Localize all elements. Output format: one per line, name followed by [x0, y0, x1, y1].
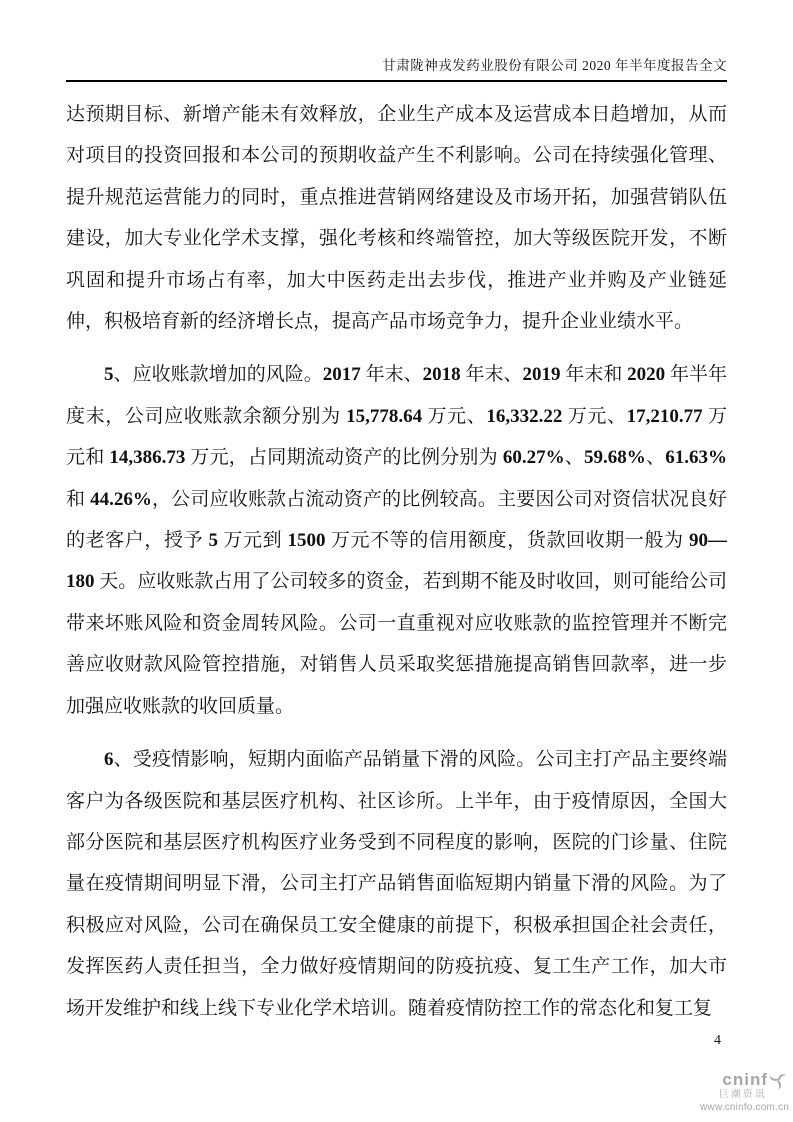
text-run: 、应收账款增加的风险。: [113, 364, 323, 386]
text-run-bold: 17,210.77: [626, 405, 708, 427]
text-run-bold: 2018: [422, 364, 466, 386]
text-run: 、: [645, 447, 666, 469]
text-run: 万元到: [223, 530, 288, 552]
text-run: 万元、: [427, 405, 487, 427]
text-run: 年末、: [365, 364, 423, 386]
text-run: 万元不等的信用额度，货款回收期一般为: [330, 530, 689, 552]
page-number: 4: [714, 1033, 721, 1048]
text-run: 天。应收账款占用了公司较多的资金，若到期不能及时收回，则可能给公司带来坏账风险和资金周转风险。公司一直重视对应收账款的监控管理并不断完善应收财款风险管控措施，对销售人员采取奖惩措施提高销售回款率，进一步加强应收账款的收回质量。: [66, 571, 727, 717]
text-run-bold: 5: [208, 530, 224, 552]
text-run-bold: 15,778.64: [346, 405, 428, 427]
cninfo-logo: [685, 1071, 789, 1114]
cninfo-url: www.cninfo.com.cn: [700, 1102, 789, 1113]
document-body: [66, 94, 727, 1029]
cninfo-swirl-icon: [769, 1071, 787, 1089]
text-run-bold: 61.63%: [665, 447, 727, 469]
text-run: 万元和: [66, 405, 727, 469]
cninfo-brand: cninf: [722, 1070, 768, 1089]
text-run: 年半年度末，公司应收账款余额分别为: [66, 364, 727, 427]
text-run-bold: 90—180: [66, 530, 727, 593]
cninfo-chinese-name: 巨潮资讯: [718, 1089, 767, 1100]
text-run-bold: 5: [104, 364, 114, 386]
text-run-bold: 2019: [522, 364, 566, 386]
paragraph: [66, 94, 727, 342]
paragraph: [66, 739, 727, 1029]
text-run: 、: [564, 447, 585, 469]
text-run: 达预期目标、新增产能未有效释放，企业生产成本及运营成本日趋增加，从而对项目的投资回报和本公司的预期收益产生不利影响。公司在持续强化管理、提升规范运营能力的同时，重点推进营销网络建设及市场开拓，加强营销队伍建设，加大专业化学术支撑，强化考核和终端管控，加大等级医院开发，不断巩固和提升市场占有率，加大中医药走出去步伐，推进产业并购及产业链延伸，积极培育新的经济增长点，提高产品市场竞争力，提升企业业绩水平。: [66, 104, 727, 333]
text-run: ，公司应收账款占流动资产的比例较高。主要因公司对资信状况良好的老客户，授予: [66, 488, 727, 552]
text-run: 和: [66, 488, 91, 510]
text-run: 年末和: [565, 364, 628, 386]
paragraph: [66, 354, 727, 727]
text-run-bold: 6: [104, 749, 114, 771]
text-run-bold: 1500: [287, 530, 331, 552]
text-run-bold: 16,332.22: [486, 405, 568, 427]
text-run-bold: 60.27%: [502, 447, 565, 469]
header-title: 甘肃陇神戎发药业股份有限公司 2020 年半年度报告全文: [382, 58, 727, 73]
page-header: [66, 0, 727, 82]
text-run: 万元，占同期流动资产的比例分别为: [190, 447, 503, 469]
text-run-bold: 44.26%: [90, 488, 152, 510]
header-rule: [66, 80, 727, 82]
text-run-bold: 59.68%: [584, 447, 646, 469]
text-run-bold: 14,386.73: [109, 447, 191, 469]
text-run: 年末、: [465, 364, 523, 386]
text-run: 、受疫情影响，短期内面临产品销量下滑的风险。公司主打产品主要终端客户为各级医院和基层医疗机构、社区诊所。上半年，由于疫情原因，全国大部分医院和基层医疗机构医疗业务受到不同程度的影响，医院的门诊量、住院量在疫情期间明显下滑，公司主打产品销售面临短期内销量下滑的风险。为了积极应对风险，公司在确保员工安全健康的前提下，积极承担国企社会责任，发挥医药人责任担当，全力做好疫情期间的防疫抗疫、复工生产工作，加大市场开发维护和线上线下专业化学术培训。随着疫情防控工作的常态化和复工复: [66, 749, 727, 1019]
text-run-bold: 2017: [322, 364, 366, 386]
text-run-bold: 2020: [627, 364, 670, 386]
text-run: 万元、: [567, 405, 627, 427]
cninfo-logo-row: [685, 1071, 789, 1089]
